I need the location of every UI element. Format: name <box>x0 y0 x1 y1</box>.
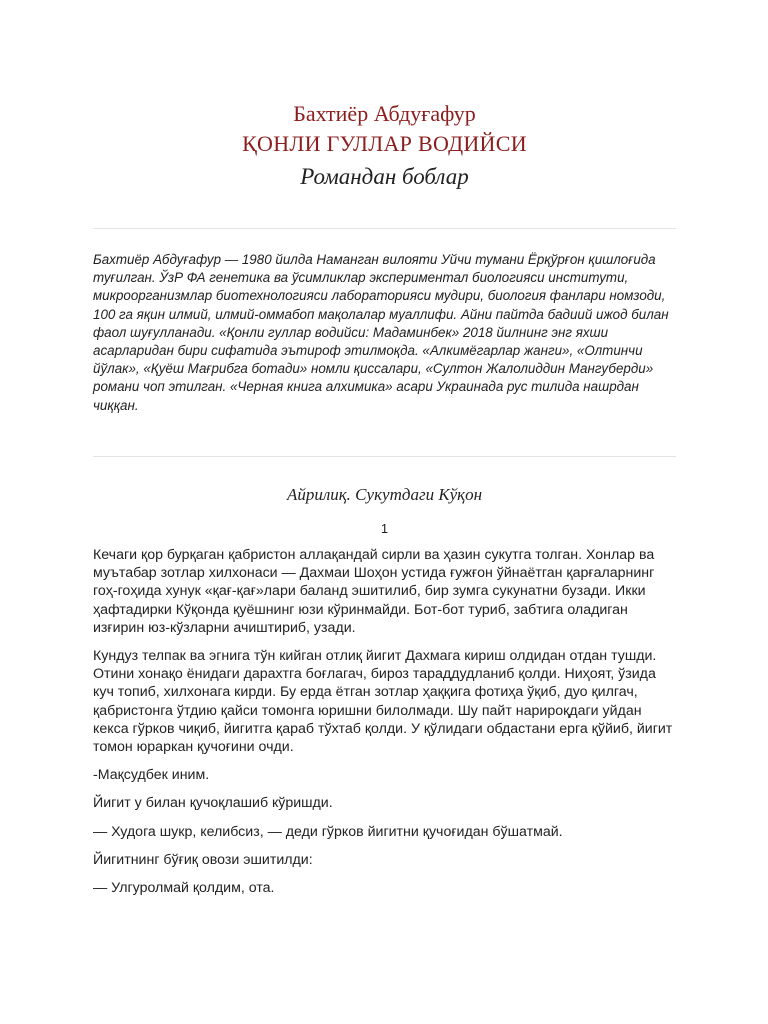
author-bio: Бахтиёр Абдуғафур — 1980 йилда Наманган вилояти Уйчи тумани Ёрқўрғон қишлоғида туғилган. ЎзР ФА генетика ва ўсимликлар экспериментал биологияси институти, микроорганизмлар биотехнологияси лабораторияси мудири, биология фанлари номзоди, 100 га яқин илмий, илмий-оммабоп мақолалар муаллифи. Айни пайтда бадиий ижод билан фаол шуғулланади. «Қонли гуллар водийси: Мадаминбек» 2018 йилнинг энг яхши асарларидан бири сифатида эътироф этилмоқда. «Алкимёгарлар жанги», «Олтинчи йўлак», «Қуёш Мағрибга ботади» номли қиссалари, «Султон Жалолиддин Мангуберди» романи чоп этилган. «Черная книга алхимика» асари Украинада рус тилида нашрдан чиққан. <box>93 252 669 413</box>
subtitle: Романдан боблар <box>300 164 469 189</box>
paragraph: — Улгуролмай қолдим, ота. <box>93 880 275 897</box>
divider-bottom <box>93 456 676 457</box>
chapter-heading: Айрилиқ. Сукутдаги Кўқон <box>286 485 483 504</box>
book-title: ҚОНЛИ ГУЛЛАР ВОДИЙСИ <box>242 131 527 156</box>
paragraph: Йигитнинг бўғиқ овози эшитилди: <box>93 851 313 868</box>
paragraph: Кечаги қор бурқаган қабристон аллақандай сирли ва ҳазин сукутга толган. Хонлар ва муътабар зотлар хилхонаси — Дахмаи Шоҳон устида ғужғон ўйнаётган қарғаларнинг гоҳ-гоҳида хунук «қағ-қағ»лари баланд эшитилиб, бир зумга сукунатни бузади. Икки ҳафтадирки Кўқонда қуёшнинг юзи кўринмайди. Бот-бот туриб, забтига оладиган изғирин юз-кўзларни ачиштириб, узади. <box>93 547 655 636</box>
chapter-body <box>93 546 676 907</box>
paragraph: — Худога шукр, келибсиз, — деди гўрков йигитни қучоғидан бўшатмай. <box>93 823 563 840</box>
paragraph: Кундуз телпак ва эгнига тўн кийган отлиқ йигит Дахмага кириш олдидан отдан тушди. Отини хонақо ёнидаги дарахтга боғлагач, бироз тараддудланиб қолди. Ниҳоят, ўзида куч топиб, хилхонага кирди. Бу ерда ётган зотлар ҳаққига фотиҳа ўқиб, дуо қилгач, қабристонга ўтдию қайси томонга юришни билолмади. Шу пайт нарироқдаги уйдан кекса гўрков чиқиб, йигитга қараб тўхтаб қолди. У қўлидаги обдастани ерга қўйиб, йигит томон юраркан қучоғини очди. <box>93 648 673 756</box>
chapter-number: 1 <box>380 521 389 536</box>
author-name: Бахтиёр Абдуғафур <box>293 101 476 126</box>
divider-top <box>93 228 676 229</box>
paragraph: Йигит у билан қучоқлашиб кўришди. <box>93 795 333 812</box>
title-block <box>93 99 676 194</box>
paragraph: -Мақсудбек иним. <box>93 767 210 784</box>
